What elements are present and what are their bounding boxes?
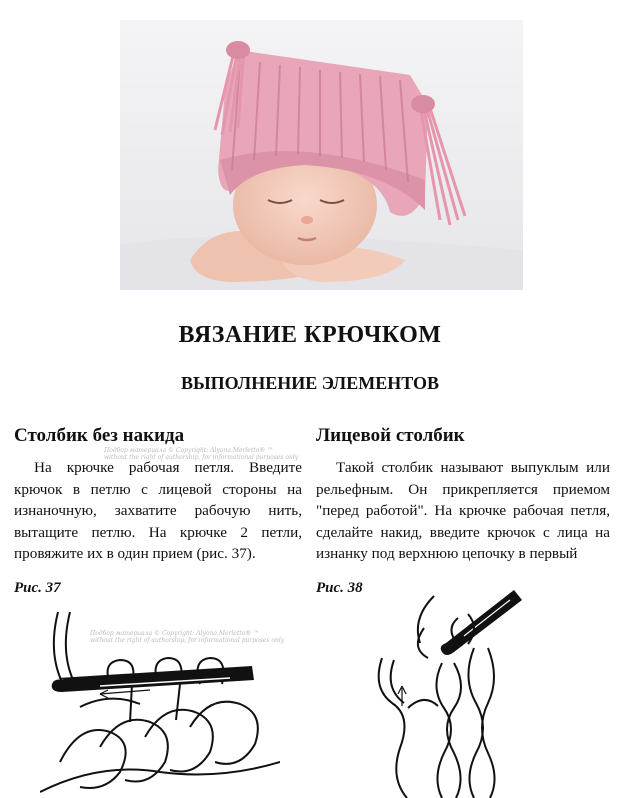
watermark-line: without the right of authorship, for informational purposes only <box>90 637 285 644</box>
watermark-line: without the right of authorship, for informational purposes only <box>104 454 299 461</box>
right-section <box>316 425 610 565</box>
watermark-line: Подбор материала © Copyright: Alyona.Merletto® ™ <box>104 447 274 454</box>
left-section <box>14 425 302 565</box>
figure-38-diagram <box>372 588 532 798</box>
baby-photo <box>120 20 523 290</box>
watermark-top <box>104 447 298 461</box>
figure-37-label: Рис. 37 <box>14 580 61 596</box>
figure-38-label: Рис. 38 <box>316 580 363 596</box>
page-title: ВЯЗАНИЕ КРЮЧКОМ <box>178 322 442 348</box>
figure-37-diagram <box>40 612 280 798</box>
watermark-line: Подбор материала © Copyright: Alyona.Merletto® ™ <box>90 630 260 637</box>
page-subtitle: ВЫПОЛНЕНИЕ ЭЛЕМЕНТОВ <box>181 373 439 393</box>
right-section-heading: Лицевой столбик <box>316 425 465 446</box>
left-section-heading: Столбик без накида <box>14 425 185 446</box>
left-section-text: На крючке рабочая петля. Введите крючок в петлю с лицевой стороны на изнаночную, захватите рабочую нить, вытащите петлю. На крючке 2 петли, провяжите их в один прием (рис. 37). <box>14 459 302 562</box>
right-section-text: Такой столбик называют выпуклым или рельефным. Он прикрепляется приемом "перед работой". На крючке рабочая петля, сделайте накид, введите крючок с лица на изнанку под верхнюю цепочку в первый <box>316 459 610 562</box>
